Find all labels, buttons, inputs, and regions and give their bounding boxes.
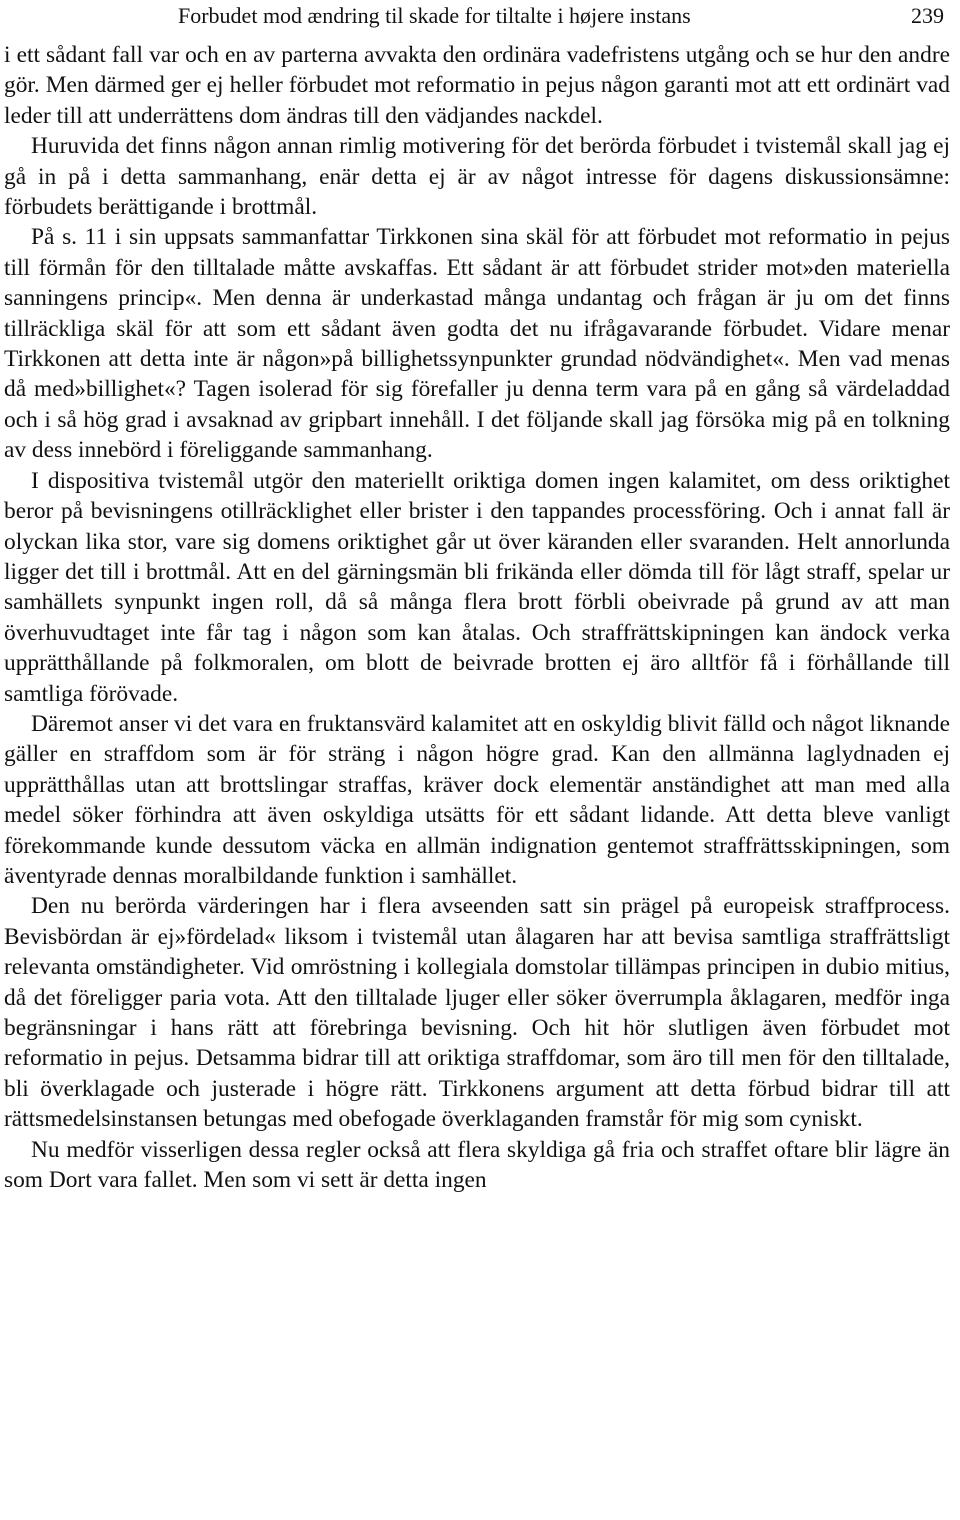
paragraph-continuation: i ett sådant fall var och en av parterna avvakta den ordinära vadefristens utgång och se hur den andre gör. Men därmed ger ej heller förbudet mot reformatio in pejus någon garanti mot att ett ordinärt vad leder till att underrättens dom ändras till den vädjandes nackdel. <box>4 42 950 129</box>
paragraph: Nu medför visserligen dessa regler också att flera skyldiga gå fria och straffet oftare blir lägre än som Dort vara fallet. Men som vi sett är detta ingen <box>4 1136 950 1194</box>
paragraph: Huruvida det finns någon annan rimlig motivering för det berörda förbudet i tvistemål skall jag ej gå in på i detta sammanhang, enär detta ej är av något intresse för dagens diskussionsämne: förbudets berättigande i brottmål. <box>4 133 950 221</box>
body-text <box>4 40 950 1195</box>
paragraph: I dispositiva tvistemål utgör den materiellt oriktiga domen ingen kalamitet, om dess oriktighet beror på bevisningens otillräcklighet eller brister i den tappandes processföring. Och i annat fall är olyckan lika stor, vare sig domens oriktighet går ut över käranden eller svaranden. Helt annorlunda ligger det till i brottmål. Att en del gärningsmän bli frikända eller dömda till för lågt straff, spelar ur samhällets synpunkt ingen roll, då så många flera brott förbli obeivrade på grund av att man överhuvudtaget inte får tag i någon som kan åtalas. Och straffrättskipningen kan ändock verka upprätthållande på folkmoralen, om blott de beivrade brotten ej äro alltför få i förhållande till samtliga förövade. <box>4 467 950 707</box>
paragraph: På s. 11 i sin uppsats sammanfattar Tirkkonen sina skäl för att förbudet mot reformatio in pejus till förmån för den tilltalade måtte avskaffas. Ett sådant är att förbudet strider mot»den materiella sanningens princip«. Men denna är underkastad många undantag och frågan är ju om det finns tillräckliga skäl för att som ett sådant även godta det nu ifrågavarande förbudet. Vidare menar Tirkkonen att detta inte är någon»på billighetssynpunkter grundad nödvändighet«. Men vad menas då med»billighet«? Tagen isolerad för sig förefaller ju denna term vara på en gång så värdeladdad och i så hög grad i avsaknad av gripbart innehåll. I det följande skall jag försöka mig på en tolkning av dess innebörd i föreliggande sammanhang. <box>4 224 950 464</box>
page-number: 239 <box>911 3 944 28</box>
running-title: Forbudet mod ændring til skade for tiltalte i højere instans <box>178 3 691 28</box>
paragraph: Däremot anser vi det vara en fruktansvärd kalamitet att en oskyldig blivit fälld och något liknande gäller en straffdom som är för sträng i någon högre grad. Kan den allmänna laglydnaden ej upprätthållas utan att brottslingar straffas, kräver dock elementär anständighet att man med alla medel söker förhindra att även oskyldiga utsätts för ett sådant lidande. Att detta bleve vanligt förekommande kunde dessutom väcka en allmän indignation gentemot straffrättsskipningen, som äventyrade dennas moralbildande funktion i samhället. <box>4 710 950 889</box>
running-header <box>4 0 950 40</box>
paragraph: Den nu berörda värderingen har i flera avseenden satt sin prägel på europeisk straffprocess. Bevisbördan är ej»fördelad« liksom i tvistemål utan ålagaren har att bevisa samtliga straffrättsligt relevanta omständigheter. Vid omröstning i kollegiala domstolar tillämpas principen in dubio mitius, då det föreligger paria vota. Att den tilltalade ljuger eller söker överrumpla åklagaren, medför inga begränsningar i hans rätt att förebringa bevisning. Och hit hör slutligen även förbudet mot reformatio in pejus. Detsamma bidrar till att oriktiga straffdomar, som äro till men för den tilltalade, bli överklagade och justerade i högre rätt. Tirkkonens argument att detta förbud bidrar till att rättsmedelsinstansen betungas med obefogade överklaganden framstår för mig som cyniskt. <box>4 893 950 1133</box>
